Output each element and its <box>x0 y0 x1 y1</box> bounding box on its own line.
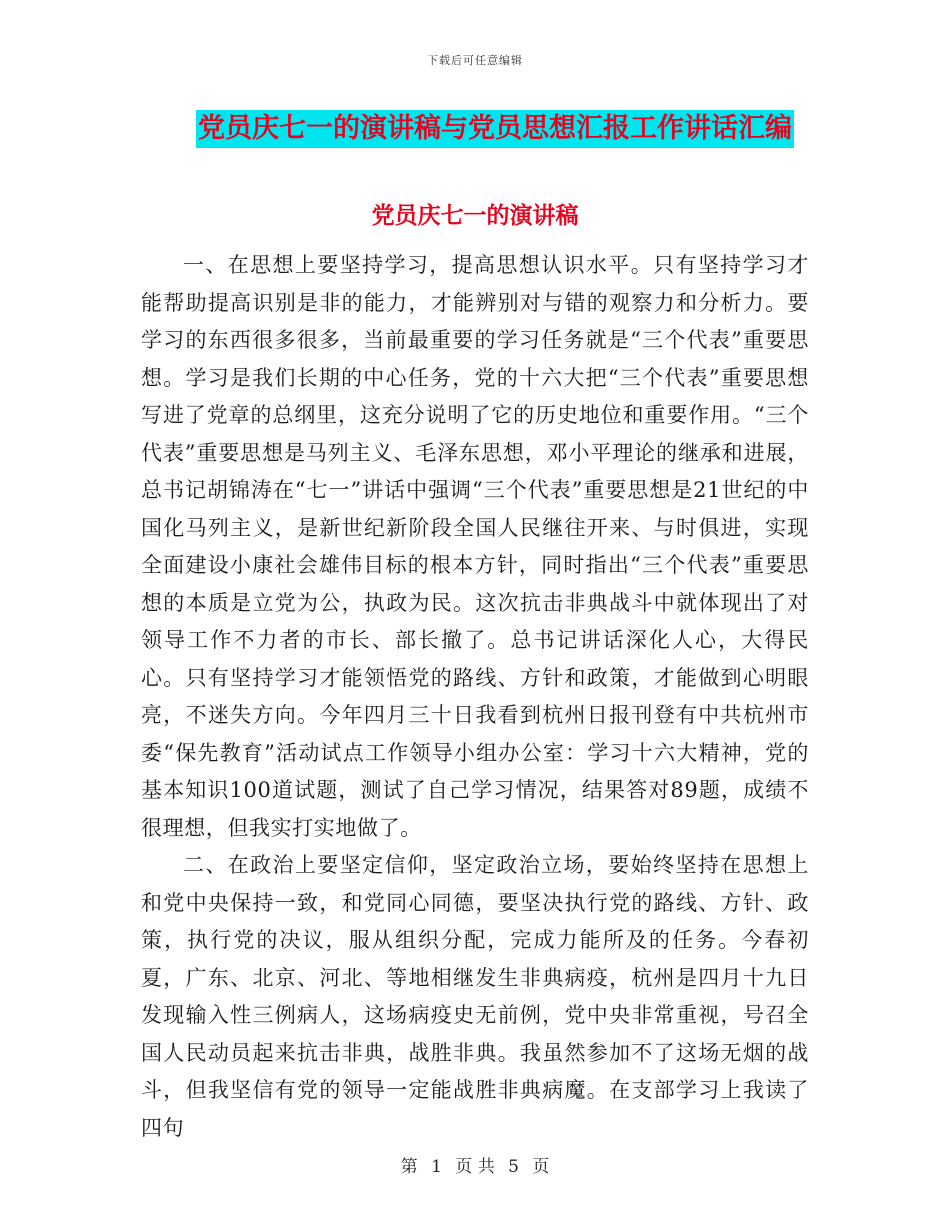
paragraph: 一、在思想上要坚持学习，提高思想认识水平。只有坚持学习才能帮助提高识别是非的能力，才能辨别对与错的观察力和分析力。要学习的东西很多很多，当前最重要的学习任务就是“三个代表”重要思想。学习是我们长期的中心任务，党的十六大把“三个代表”重要思想写进了党章的总纲里，这充分说明了它的历史地位和重要作用。“三个代表”重要思想是马列主义、毛泽东思想，邓小平理论的继承和进展，总书记胡锦涛在“七一”讲话中强调“三个代表”重要思想是21世纪的中国化马列主义，是新世纪新阶段全国人民继往开来、与时俱进，实现全面建设小康社会雄伟目标的根本方针，同时指出“三个代表”重要思想的本质是立党为公，执政为民。这次抗击非典战斗中就体现出了对领导工作不力者的市长、部长撤了。总书记讲话深化人心，大得民心。只有坚持学习才能领悟党的路线、方针和政策，才能做到心明眼亮，不迷失方向。今年四月三十日我看到杭州日报刊登有中共杭州市委“保先教育”活动试点工作领导小组办公室：学习十六大精神，党的基本知识100道试题，测试了自己学习情况，结果答对89题，成绩不很理想，但我实打实地做了。 <box>141 253 809 840</box>
body-text <box>141 247 809 1147</box>
document-title-container <box>0 110 950 148</box>
header-note: 下载后可任意编辑 <box>427 54 523 67</box>
page-footer <box>0 1152 950 1177</box>
section-title: 党员庆七一的演讲稿 <box>371 203 579 229</box>
paragraph: 二、在政治上要坚定信仰，坚定政治立场，要始终坚持在思想上和党中央保持一致，和党同心同德，要坚决执行党的路线、方针、政策，执行党的决议，服从组织分配，完成力能所及的任务。今春初夏，广东、北京、河北、等地相继发生非典病疫，杭州是四月十九日发现输入性三例病人，这场病疫史无前例，党中央非常重视，号召全国人民动员起来抗击非典，战胜非典。我虽然参加不了这场无烟的战斗，但我坚信有党的领导一定能战胜非典病魔。在支部学习上我读了四句 <box>141 853 809 1140</box>
page-label-suffix: 页 <box>532 1157 550 1177</box>
page-label-mid: 页 共 <box>455 1157 495 1177</box>
document-title: 党员庆七一的演讲稿与党员思想汇报工作讲话汇编 <box>196 110 794 148</box>
page-number: 1 <box>431 1157 442 1177</box>
page-label-prefix: 第 <box>400 1157 418 1177</box>
total-pages: 5 <box>508 1157 519 1177</box>
